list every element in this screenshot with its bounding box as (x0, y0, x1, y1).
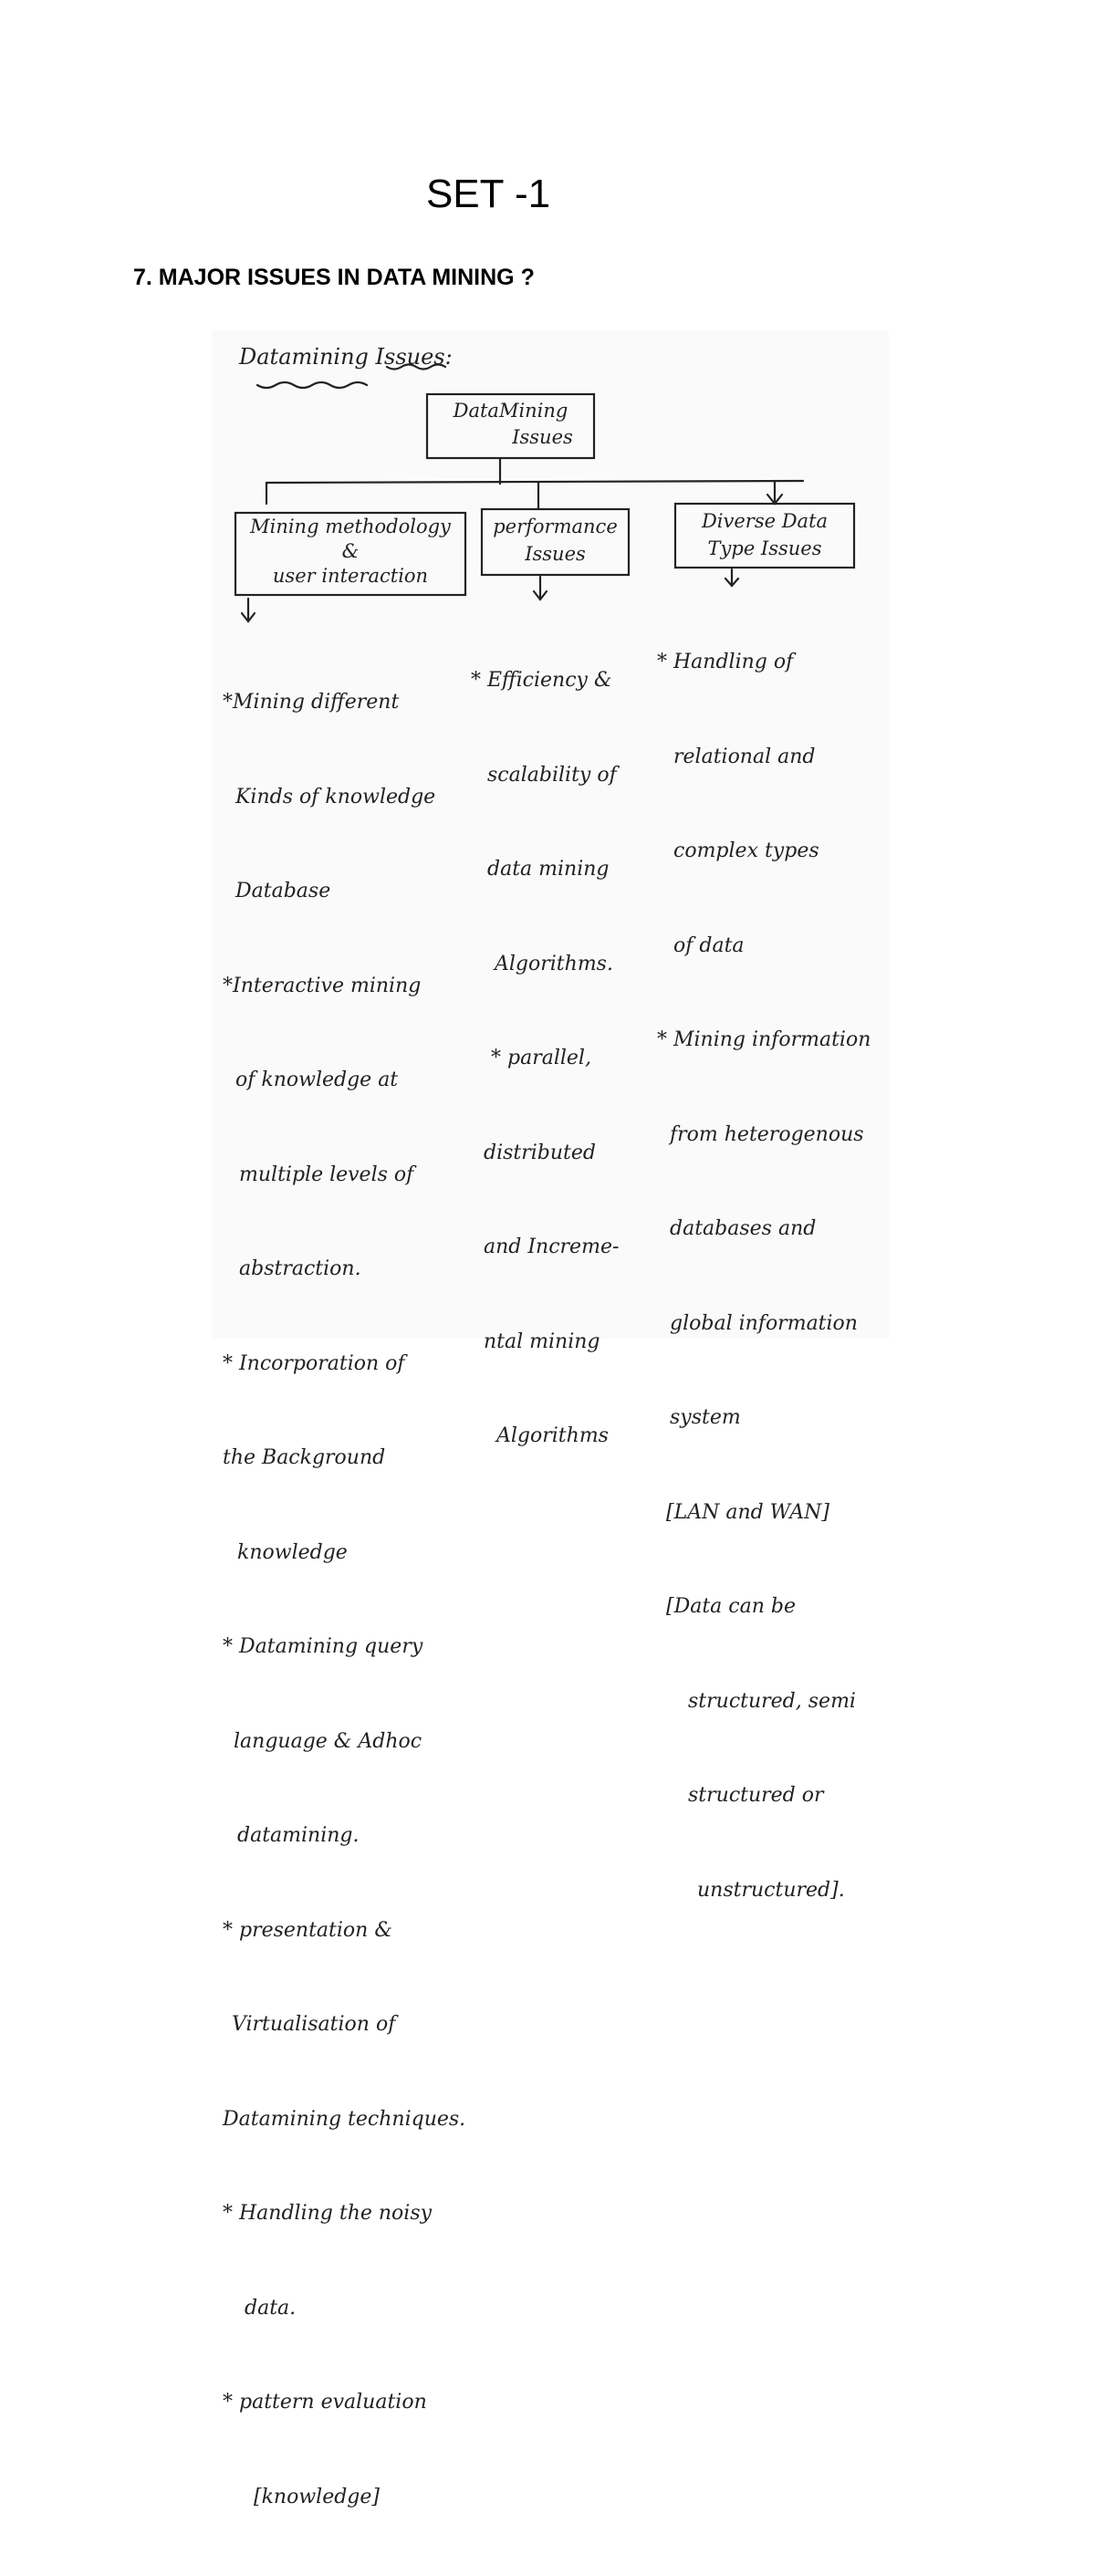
list-item: Virtualisation of (232, 2013, 396, 2036)
branch-box-1-label: Mining methodology & user interaction (250, 516, 451, 587)
list-item: * parallel, (491, 1047, 591, 1069)
list-item: * Datamining query (223, 1635, 423, 1658)
notes-heading: Datamining Issues: (239, 344, 453, 370)
list-item: * Handling of (657, 651, 794, 673)
list-item: * Handling the noisy (223, 2202, 433, 2225)
handwritten-notes-photo (212, 330, 889, 2508)
heading-underline (257, 382, 367, 388)
list-item: Algorithms. (495, 952, 613, 975)
list-item: * presentation & (223, 1918, 392, 1942)
list-item: datamining. (237, 1824, 360, 1847)
list-item: scalability of (487, 763, 617, 787)
list-item: structured, semi (688, 1689, 856, 1713)
list-item: and Increme- (484, 1236, 620, 1258)
list-item: complex types (673, 840, 819, 862)
branch-2-items (471, 602, 619, 1516)
list-item: of knowledge at (235, 1069, 399, 1091)
list-item: Kinds of knowledge (235, 785, 436, 808)
list-item: distributed (484, 1141, 596, 1164)
list-item: * Incorporation of (223, 1351, 405, 1375)
list-item: *Interactive mining (223, 974, 422, 997)
list-item: of data (673, 933, 745, 957)
branch-3-items (657, 584, 871, 1969)
list-item: the Background (223, 1446, 386, 1469)
list-item: Database (235, 880, 331, 902)
branch-1-items (223, 624, 465, 2576)
branch-box-3-label: Diverse Data Type Issues (701, 510, 829, 559)
list-item: * pattern evaluation (223, 2391, 427, 2414)
list-item: * Mining information (657, 1028, 871, 1051)
list-item: global information (670, 1311, 858, 1335)
list-item: data mining (487, 858, 610, 881)
list-item: system (670, 1406, 741, 1429)
list-item: Algorithms (496, 1424, 609, 1447)
list-item: relational and (673, 745, 816, 768)
list-item: abstraction. (239, 1257, 361, 1280)
question-heading: 7. MAJOR ISSUES IN DATA MINING ? (133, 265, 535, 290)
list-item: Datamining techniques. (223, 2107, 466, 2131)
set-title: SET -1 (425, 172, 551, 216)
list-item: unstructured]. (697, 1878, 845, 1902)
list-item: [Data can be (666, 1595, 796, 1618)
list-item: language & Adhoc (234, 1729, 422, 1753)
branch-box-2-label: performance Issues (493, 516, 618, 565)
list-item: [knowledge] (254, 2485, 380, 2508)
list-item: ntal mining (484, 1330, 600, 1353)
list-item: multiple levels of (239, 1163, 414, 1186)
list-item: knowledge (237, 1540, 348, 1564)
list-item: databases and (670, 1217, 817, 1240)
list-item: structured or (688, 1784, 824, 1807)
root-box-label: DataMining Issues (453, 400, 573, 448)
branch-bar (266, 481, 803, 483)
list-item: *Mining different (223, 691, 400, 714)
list-item: [LAN and WAN] (666, 1500, 829, 1524)
list-item: data. (245, 2296, 297, 2320)
list-item: from heterogenous (670, 1122, 864, 1146)
list-item: * Efficiency & (471, 669, 612, 692)
